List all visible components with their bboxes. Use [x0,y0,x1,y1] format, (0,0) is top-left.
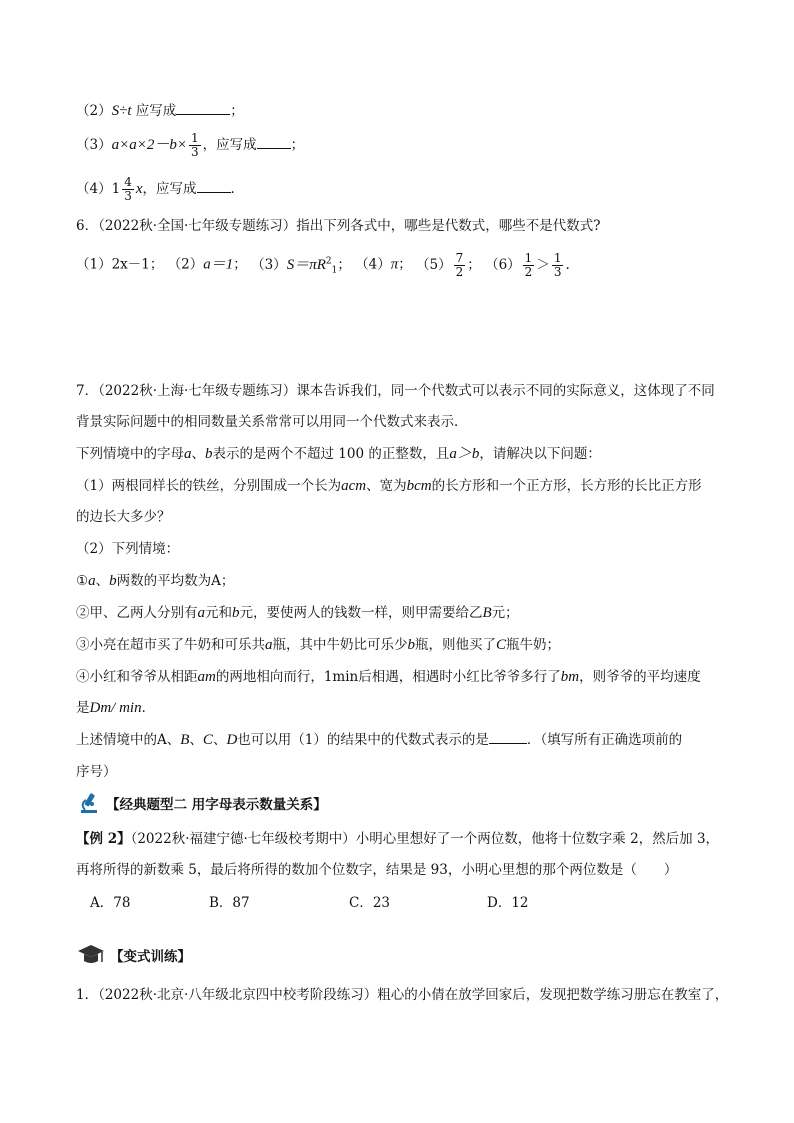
separator: ； [233,256,247,273]
variable: b [205,446,213,462]
fraction [454,252,466,279]
answer-blank[interactable] [176,100,230,115]
separator: ； [467,256,481,273]
variable: b [109,573,117,589]
fraction-denominator: 3 [190,145,199,159]
variable: B [482,605,492,621]
text: ．（填写所有正确选项前的 [526,732,683,748]
circled-number: ① [76,573,89,589]
text: ． [141,700,156,716]
variable: B [180,732,190,748]
fraction [523,252,535,279]
q6-item-2 [168,257,247,273]
option-d[interactable]: D．12 [487,895,529,911]
text: （2022秋·福建宁德·七年级校考期中）小明心里想好了一个两位数，他将十位数字乘 2，然后加 3， [130,831,720,847]
variable: a [197,605,205,621]
section-heading-3 [76,942,191,968]
q5-item-3 [76,132,304,159]
item-number: （4） [76,181,112,197]
q7-scenario-4 [76,666,701,688]
subscript: 1 [331,265,338,276]
expression: bcm [406,478,432,494]
expression: acm [341,478,367,494]
q7-final-cont: 序号） [76,764,117,780]
text: 、 [95,573,110,589]
heading-text: 【经典题型二 用字母表示数量关系】 [106,797,327,813]
item-end: ； [230,103,244,119]
q7-scenario-1 [76,570,234,592]
q6-item-6 [485,250,570,279]
text: ③小亮在超市买了牛奶和可乐共 [76,637,265,653]
variable: D [226,732,238,748]
heading-text: 【变式训练】 [110,949,191,965]
fraction [189,132,201,159]
expression: a＝1 [203,256,234,273]
q7-line-3 [76,443,601,465]
fraction-numerator: 1 [524,250,533,265]
text: ②甲、乙两人分别有 [76,605,198,621]
q6-item-3 [251,256,351,276]
q7-line-1: 7．（2022秋·上海·七年级专题练习）课本告诉我们，同一个代数式可以表示不同的实际意义，这体现了不同 [76,383,715,399]
q6-item-5 [416,250,481,279]
fraction-numerator: 7 [455,250,464,265]
text: 也可以用（1）的结果中的代数式表示的是 [237,732,489,748]
q7-scenario-3 [76,634,560,656]
variable: C [202,732,213,748]
item-end: . [230,181,235,197]
separator: ； [337,256,351,273]
example-label: 【例 2】 [76,831,131,847]
q6-items [76,250,570,281]
fraction-denominator: 2 [455,264,464,279]
fraction-denominator: 3 [124,189,132,203]
fraction-numerator: 1 [190,131,199,145]
text: ④小红和爷爷从相距 [76,669,198,685]
q7-part-2: （2）下列情境： [76,541,180,557]
fraction [552,252,564,279]
item-text: ，应写成 [142,181,197,197]
expression: Dm/ min [89,700,142,716]
fraction-numerator: 4 [124,175,132,189]
item-number: （5） [416,256,452,273]
variant-1-line-1: 1．（2022秋·北京·八年级北京四中校考阶段练习）粗心的小倩在放学回家后，发现把数学练习册忘在教室了， [76,987,729,1003]
item-end: ； [290,137,305,153]
item-text: ，应写成 [202,137,257,153]
graduation-cap-icon [76,942,106,968]
text: （1）两根同样长的铁丝，分别围成一个长为 [76,478,342,494]
text: 、 [191,446,205,462]
text: 下列情境中的字母 [76,446,184,462]
q6-stem: 6．（2022秋·全国·七年级专题练习）指出下列各式中，哪些是代数式，哪些不是代数式? [76,218,601,234]
example-2-line-2: 再将所得的新数乘 5，最后将所得的数加个位数字，结果是 93，小明心里想的那个两位数是（ ） [76,862,678,878]
text: 的两地相向而行，1min后相遇，相遇时小红比爷爷多行了 [215,669,561,685]
fraction-numerator: 1 [553,250,562,265]
section-heading-2 [76,790,327,816]
variable: a [265,637,273,653]
operator: ＞ [536,256,550,273]
separator: ； [398,256,412,273]
q6-item-4 [355,257,412,273]
expression: S÷t [111,103,132,119]
q6-item-1: （1）2x－1； [76,256,164,273]
text: 瓶牛奶； [506,637,561,653]
text: 元； [491,605,519,621]
q7-scenario-4-cont [76,697,155,719]
text: 、宽为 [366,478,407,494]
expression: bm [560,669,580,685]
q7-final [76,729,682,751]
fraction-denominator: 2 [524,264,533,279]
item-number: （3） [76,137,112,153]
text: 瓶，则他买了 [415,637,496,653]
option-a[interactable]: A．78 [90,895,131,911]
q7-part-1-cont: 的边长大多少？ [76,509,171,525]
q7-scenario-2 [76,602,519,624]
item-number: （3） [251,256,287,273]
item-text: 应写成 [131,103,177,119]
answer-blank[interactable] [257,134,291,149]
separator: . [565,256,570,273]
text: 表示的是两个不超过 100 的正整数，且 [212,446,450,462]
text: 的长方形和一个正方形，长方形的长比正方形 [431,478,702,494]
answer-blank[interactable] [197,178,231,193]
variable: a [88,573,96,589]
text: 元和 [205,605,232,621]
item-number: （2） [76,103,112,119]
example-2-line-1 [76,828,719,850]
text: ，则爷爷的平均速度 [579,669,701,685]
text: 、 [189,732,203,748]
option-b[interactable]: B．87 [209,895,250,911]
text: 上述情境中的A、 [76,732,181,748]
expression: S＝πR [286,256,326,273]
item-number: （2） [167,256,204,273]
text: 、 [212,732,227,748]
superscript: 2 [325,256,332,266]
text: 两数的平均数为A； [116,573,235,589]
expression: a＞b [449,446,480,462]
expression: am [197,669,216,685]
variable: C [496,637,507,653]
item-number: （4） [355,256,391,273]
expression: a×a×2－b× [111,137,187,153]
text: 瓶，其中牛奶比可乐少 [272,637,408,653]
mixed-whole: 1 [111,181,121,197]
variable: b [407,637,415,653]
text: 元，要使两人的钱数一样，则甲需要给乙 [239,605,483,621]
option-c[interactable]: C．23 [349,895,391,911]
text: 是 [76,700,90,716]
item-number: （6） [485,256,521,273]
variable: a [184,446,192,462]
fraction [122,176,134,203]
answer-blank[interactable] [489,729,527,744]
expression: π [390,256,399,273]
q7-line-2: 背景实际问题中的相同数量关系常常可以用同一个代数式来表示． [76,414,468,430]
q5-item-2 [76,100,244,122]
variable: x [135,181,143,197]
microscope-icon [76,790,102,816]
q5-item-4 [76,176,235,203]
variable: b [232,605,240,621]
text: ，请解决以下问题： [479,446,601,462]
q7-part-1 [76,475,702,497]
fraction-denominator: 3 [553,264,562,279]
